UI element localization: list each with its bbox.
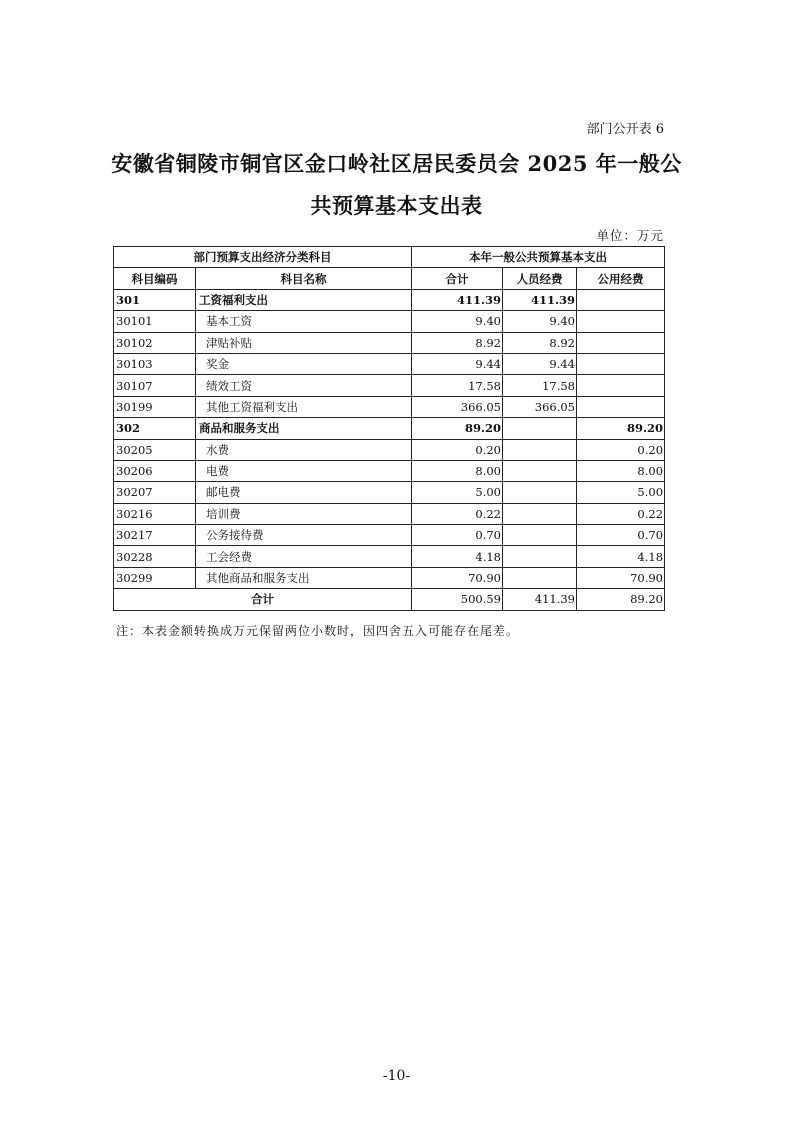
row-public: 70.90 [577, 567, 665, 588]
row-public: 0.20 [577, 439, 665, 460]
budget-table [113, 246, 665, 611]
row-name: 津贴补贴 [196, 332, 412, 353]
row-public [577, 332, 665, 353]
row-name: 培训费 [196, 503, 412, 524]
table-body [114, 289, 665, 610]
column-header-public: 公用经费 [577, 268, 665, 289]
row-public: 0.22 [577, 503, 665, 524]
row-total: 8.00 [412, 460, 503, 481]
row-name: 邮电费 [196, 482, 412, 503]
row-total: 0.20 [412, 439, 503, 460]
column-header-code: 科目编码 [114, 268, 196, 289]
summary-personnel: 411.39 [503, 589, 577, 610]
footnote: 注：本表金额转换成万元保留两位小数时，因四舍五入可能存在尾差。 [116, 624, 520, 638]
table-row [114, 482, 665, 503]
page-title-line-2: 共预算基本支出表 [310, 193, 483, 218]
row-code: 30101 [114, 311, 196, 332]
row-code: 30199 [114, 396, 196, 417]
row-personnel [503, 525, 577, 546]
table-row [114, 311, 665, 332]
row-total: 411.39 [412, 289, 503, 310]
row-personnel [503, 546, 577, 567]
column-header-personnel: 人员经费 [503, 268, 577, 289]
row-personnel [503, 439, 577, 460]
row-name: 水费 [196, 439, 412, 460]
row-code: 30207 [114, 482, 196, 503]
row-personnel [503, 460, 577, 481]
row-public [577, 353, 665, 374]
row-code: 30103 [114, 353, 196, 374]
table-row [114, 503, 665, 524]
table-row [114, 396, 665, 417]
row-name: 电费 [196, 460, 412, 481]
row-personnel: 8.92 [503, 332, 577, 353]
row-public [577, 311, 665, 332]
row-total: 0.22 [412, 503, 503, 524]
row-public [577, 289, 665, 310]
summary-total: 500.59 [412, 589, 503, 610]
table-row [114, 546, 665, 567]
summary-row [114, 589, 665, 610]
row-total: 8.92 [412, 332, 503, 353]
table-number: 部门公开表 6 [586, 122, 664, 137]
row-name: 工资福利支出 [196, 289, 412, 310]
table-row [114, 439, 665, 460]
page-title-line-1: 安徽省铜陵市铜官区金口岭社区居民委员会 2025 年一般公 [111, 151, 682, 176]
row-name: 公务接待费 [196, 525, 412, 546]
row-code: 30206 [114, 460, 196, 481]
row-code: 30299 [114, 567, 196, 588]
row-code: 30228 [114, 546, 196, 567]
row-name: 基本工资 [196, 311, 412, 332]
row-total: 17.58 [412, 375, 503, 396]
unit-label: 单位：万元 [596, 228, 664, 243]
row-personnel: 411.39 [503, 289, 577, 310]
row-personnel [503, 418, 577, 439]
table-row [114, 525, 665, 546]
row-code: 30216 [114, 503, 196, 524]
row-public: 89.20 [577, 418, 665, 439]
row-personnel [503, 503, 577, 524]
row-code: 30217 [114, 525, 196, 546]
row-name: 工会经费 [196, 546, 412, 567]
row-name: 奖金 [196, 353, 412, 374]
row-personnel [503, 567, 577, 588]
row-name: 商品和服务支出 [196, 418, 412, 439]
table-row [114, 353, 665, 374]
column-header-name: 科目名称 [196, 268, 412, 289]
row-total: 9.40 [412, 311, 503, 332]
row-code: 30205 [114, 439, 196, 460]
page-number: -10- [382, 1068, 411, 1084]
row-total: 5.00 [412, 482, 503, 503]
row-personnel [503, 482, 577, 503]
row-name: 绩效工资 [196, 375, 412, 396]
table-row [114, 289, 665, 310]
row-code: 30107 [114, 375, 196, 396]
row-code: 30102 [114, 332, 196, 353]
row-public [577, 396, 665, 417]
row-total: 366.05 [412, 396, 503, 417]
row-code: 301 [114, 289, 196, 310]
row-total: 4.18 [412, 546, 503, 567]
group-header-classification: 部门预算支出经济分类科目 [114, 247, 412, 268]
summary-label: 合计 [114, 589, 412, 610]
table-row [114, 375, 665, 396]
row-public: 4.18 [577, 546, 665, 567]
table-row [114, 418, 665, 439]
table-row [114, 460, 665, 481]
row-total: 70.90 [412, 567, 503, 588]
row-public [577, 375, 665, 396]
summary-public: 89.20 [577, 589, 665, 610]
row-public: 5.00 [577, 482, 665, 503]
row-total: 89.20 [412, 418, 503, 439]
row-public: 8.00 [577, 460, 665, 481]
group-header-row [114, 247, 665, 268]
row-personnel: 366.05 [503, 396, 577, 417]
row-total: 9.44 [412, 353, 503, 374]
row-public: 0.70 [577, 525, 665, 546]
row-name: 其他商品和服务支出 [196, 567, 412, 588]
column-header-row [114, 268, 665, 289]
row-name: 其他工资福利支出 [196, 396, 412, 417]
table-row [114, 332, 665, 353]
column-header-total: 合计 [412, 268, 503, 289]
row-total: 0.70 [412, 525, 503, 546]
row-personnel: 9.44 [503, 353, 577, 374]
row-code: 302 [114, 418, 196, 439]
row-personnel: 17.58 [503, 375, 577, 396]
table-row [114, 567, 665, 588]
group-header-basic-expenditure: 本年一般公共预算基本支出 [412, 247, 665, 268]
row-personnel: 9.40 [503, 311, 577, 332]
